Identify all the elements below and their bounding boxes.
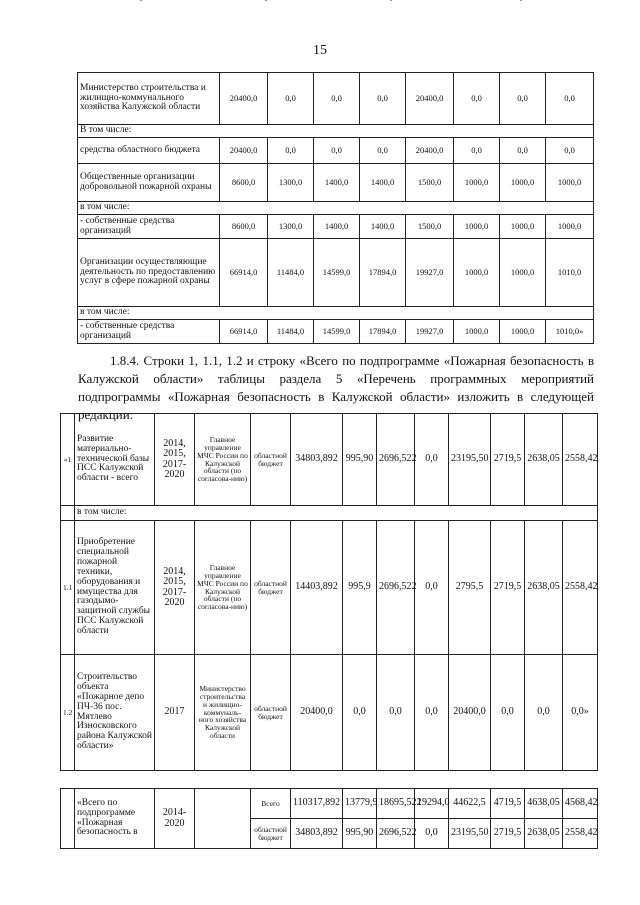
value-cell: 0,0 <box>268 73 314 125</box>
value-cell: 0,0 <box>525 655 563 771</box>
value-cell: 995,90 <box>343 819 377 849</box>
funding-row <box>78 239 594 307</box>
value-cell: 0,0 <box>360 73 406 125</box>
row-label: Организации осуществляющие деятельность по предоставлению услуг в сфере пожарной охраны <box>78 239 220 307</box>
value-cell: 1500,0 <box>406 215 454 239</box>
value-cell: 1000,0 <box>500 239 546 307</box>
row-label: - собственные средства организаций <box>78 215 220 239</box>
row-label: Общественные организации добровольной пожарной охраны <box>78 164 220 202</box>
funding-row <box>78 215 594 239</box>
value-cell: 0,0 <box>500 73 546 125</box>
activity-name: Строительство объекта «Пожарное депо ПЧ-36 пос. Мятлево Износковского района Калужской области» <box>75 655 155 771</box>
value-cell: 1010,0 <box>546 239 594 307</box>
funding-row <box>78 307 594 320</box>
value-cell: 8600,0 <box>220 215 268 239</box>
value-cell: 23195,50 <box>449 819 491 849</box>
amendment-paragraph: 1.8.4. Строки 1, 1.1, 1.2 и строку «Всего по подпрограмме «Пожарная безопасность в Калужской области» таблицы раздела 5 «Перечень программных мероприятий подпрограммы «Пожарная безопасность в Калужской области» изложить в следующей редакции: <box>78 353 594 422</box>
value-cell: 20400,0 <box>406 73 454 125</box>
value-cell: 14403,892 <box>291 521 343 655</box>
value-cell: 1000,0 <box>546 164 594 202</box>
row-label: в том числе: <box>78 307 594 320</box>
funding-row <box>78 138 594 164</box>
value-cell: 0,0 <box>314 138 360 164</box>
value-cell: 1400,0 <box>314 164 360 202</box>
value-cell: 23195,50 <box>449 414 491 506</box>
value-cell: 1000,0 <box>454 215 500 239</box>
activity-executor: Главное управление МЧС России по Калужской области (по согласова-нию) <box>195 521 251 655</box>
value-cell: 2696,522 <box>377 521 415 655</box>
activity-years: 2014, 2015, 2017-2020 <box>155 414 195 506</box>
value-cell: 19927,0 <box>406 320 454 344</box>
funding-table-continued <box>77 72 594 344</box>
value-cell: 0,0 <box>314 73 360 125</box>
value-cell: 19294,0 <box>415 789 449 819</box>
subprogram-total-table <box>60 788 598 849</box>
activity-row-1 <box>61 414 598 506</box>
value-cell: 0,0 <box>415 655 449 771</box>
funding-row <box>78 202 594 215</box>
value-cell: 0,0 <box>343 655 377 771</box>
value-cell: 20400,0 <box>220 73 268 125</box>
activity-name: Развитие материально-технической базы ПСС Калужской области - всего <box>75 414 155 506</box>
activity-years: 2017 <box>155 655 195 771</box>
value-cell: 0,0 <box>546 73 594 125</box>
row-label: Министерство строительства и жилищно-коммунального хозяйства Калужской области <box>78 73 220 125</box>
value-cell: 0,0 <box>491 655 525 771</box>
value-cell: 0,0 <box>454 73 500 125</box>
value-cell: 1000,0 <box>500 164 546 202</box>
activity-years: 2014, 2015, 2017-2020 <box>155 521 195 655</box>
value-cell: 0,0 <box>415 414 449 506</box>
value-cell: 1000,0 <box>546 215 594 239</box>
value-cell: 4638,05 <box>525 789 563 819</box>
value-cell: 66914,0 <box>220 239 268 307</box>
value-cell: 0,0 <box>268 138 314 164</box>
value-cell: 1000,0 <box>500 215 546 239</box>
value-cell: 995,9 <box>343 521 377 655</box>
value-cell: 2719,5 <box>491 819 525 849</box>
value-cell: 1400,0 <box>314 215 360 239</box>
value-cell: 20400,0 <box>220 138 268 164</box>
value-cell: 1010,0» <box>546 320 594 344</box>
value-cell: 110317,892 <box>291 789 343 819</box>
value-cell: 20400,0 <box>291 655 343 771</box>
value-cell: 0,0» <box>563 655 598 771</box>
funding-source: областной бюджет <box>251 819 291 849</box>
value-cell: 2638,05 <box>525 521 563 655</box>
value-cell: 1300,0 <box>268 164 314 202</box>
value-cell: 1400,0 <box>360 164 406 202</box>
page-number: 15 <box>313 43 327 58</box>
value-cell: 13779,9 <box>343 789 377 819</box>
value-cell: 44622,5 <box>449 789 491 819</box>
value-cell: 0,0 <box>360 138 406 164</box>
row-number: «1 <box>61 414 75 506</box>
activity-executor: Главное управление МЧС России по Калужской области (по согласова-нию) <box>195 414 251 506</box>
program-activities-table <box>60 413 598 771</box>
row-label: в том числе: <box>78 202 594 215</box>
value-cell: 20400,0 <box>449 655 491 771</box>
total-years: 2014-2020 <box>155 789 195 849</box>
value-cell: 0,0 <box>500 138 546 164</box>
value-cell: 20400,0 <box>406 138 454 164</box>
value-cell: 0,0 <box>377 655 415 771</box>
value-cell: 14599,0 <box>314 320 360 344</box>
value-cell: 14599,0 <box>314 239 360 307</box>
value-cell: 2558,42 <box>563 521 598 655</box>
value-cell: 0,0 <box>454 138 500 164</box>
funding-row <box>78 73 594 125</box>
value-cell: 1000,0 <box>454 164 500 202</box>
total-name: «Всего по подпрограмме «Пожарная безопасность в <box>75 789 155 849</box>
row-label: средства областного бюджета <box>78 138 220 164</box>
value-cell: 11484,0 <box>268 320 314 344</box>
value-cell: 4568,42 <box>563 789 598 819</box>
value-cell: 2696,522 <box>377 414 415 506</box>
funding-source: областной бюджет <box>251 521 291 655</box>
value-cell: 2719,5 <box>491 414 525 506</box>
row-number: 1.1 <box>61 521 75 655</box>
value-cell: 1300,0 <box>268 215 314 239</box>
value-cell: 2558,42 <box>563 414 598 506</box>
activity-row-1-1 <box>61 521 598 655</box>
value-cell: 18695,522 <box>377 789 415 819</box>
value-cell: 1000,0 <box>454 320 500 344</box>
value-cell: 2638,05 <box>525 819 563 849</box>
value-cell: 11484,0 <box>268 239 314 307</box>
value-cell: 17894,0 <box>360 320 406 344</box>
funding-row <box>78 320 594 344</box>
value-cell: 2558,42 <box>563 819 598 849</box>
row-number: 1.2 <box>61 655 75 771</box>
value-cell: 0,0 <box>415 819 449 849</box>
funding-row <box>78 125 594 138</box>
value-cell: 1400,0 <box>360 215 406 239</box>
value-cell: 34803,892 <box>291 819 343 849</box>
value-cell: 66914,0 <box>220 320 268 344</box>
value-cell: 19927,0 <box>406 239 454 307</box>
row-label: - собственные средства организаций <box>78 320 220 344</box>
value-cell: 1000,0 <box>454 239 500 307</box>
activity-row-1-2 <box>61 655 598 771</box>
value-cell: 2638,05 <box>525 414 563 506</box>
funding-source: Всего <box>251 789 291 819</box>
total-row-all <box>61 789 598 819</box>
row-label: В том числе: <box>78 125 594 138</box>
value-cell: 17894,0 <box>360 239 406 307</box>
value-cell: 1000,0 <box>500 320 546 344</box>
funding-source: областной бюджет <box>251 414 291 506</box>
funding-row <box>78 164 594 202</box>
value-cell: 0,0 <box>546 138 594 164</box>
value-cell: 2719,5 <box>491 521 525 655</box>
value-cell: 0,0 <box>415 521 449 655</box>
including-label: в том числе: <box>75 506 598 521</box>
funding-source: областной бюджет <box>251 655 291 771</box>
value-cell: 8600,0 <box>220 164 268 202</box>
value-cell: 34803,892 <box>291 414 343 506</box>
including-row <box>61 506 598 521</box>
value-cell: 995,90 <box>343 414 377 506</box>
value-cell: 2795,5 <box>449 521 491 655</box>
value-cell: 2696,522 <box>377 819 415 849</box>
activity-executor: Министерство строительства и жилищно-коммуналь-ного хозяйства Калужской области <box>195 655 251 771</box>
activity-name: Приобретение специальной пожарной техники, оборудования и имущества для газодымо-защитной службы ПСС Калужской области <box>75 521 155 655</box>
value-cell: 1500,0 <box>406 164 454 202</box>
value-cell: 4719,5 <box>491 789 525 819</box>
